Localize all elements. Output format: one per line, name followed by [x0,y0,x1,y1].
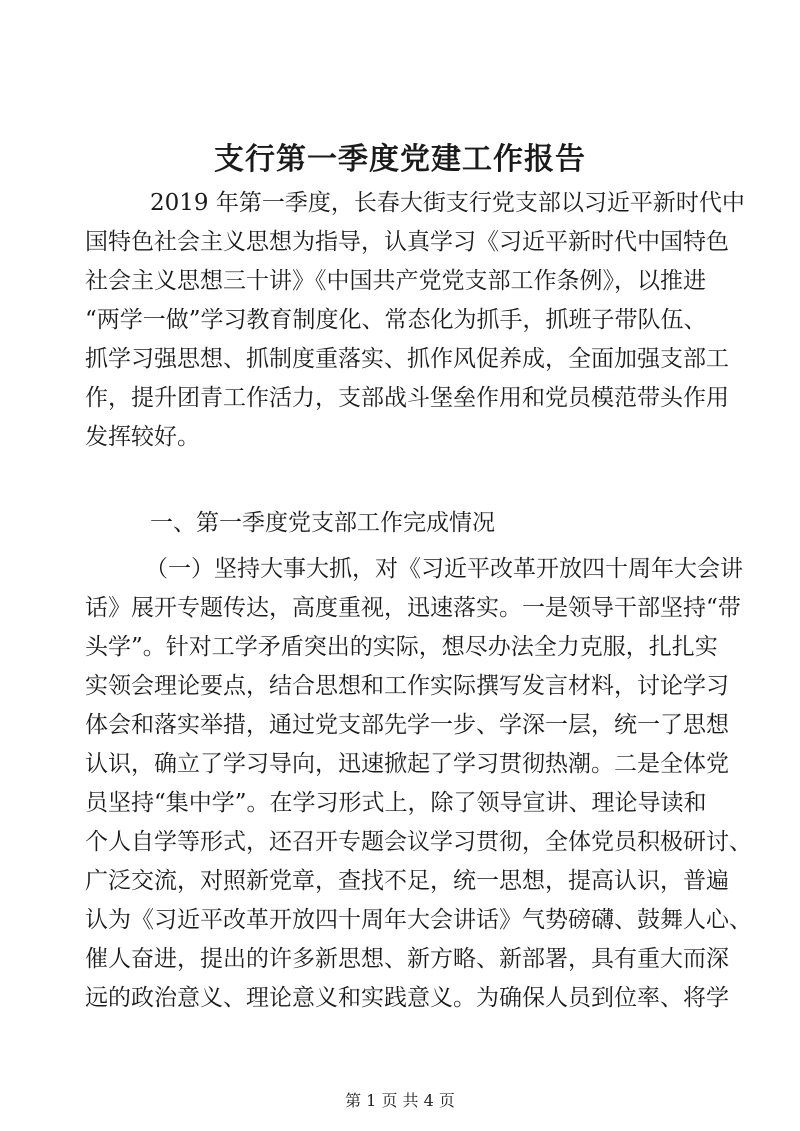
document-title: 支行第一季度党建工作报告 [214,142,586,177]
section-heading: 一、第一季度党支部工作完成情况 [150,510,495,536]
paragraph-line: 个人自学等形式，还召开专题会议学习贯彻，全体党员积极研讨、 [85,829,752,855]
paragraph-line: 作，提升团青工作活力，支部战斗堡垒作用和党员模范带头作用 [85,385,729,411]
paragraph-line: （一）坚持大事大抓，对《习近平改革开放四十周年大会讲 [145,556,743,582]
paragraph-line: 实领会理论要点，结合思想和工作实际撰写发言材料，讨论学习 [85,673,729,699]
paragraph-line: 认识，确立了学习导向，迅速掀起了学习贯彻热潮。二是全体党 [85,751,729,777]
paragraph-line: 远的政治意义、理论意义和实践意义。为确保人员到位率、将学 [85,985,729,1011]
paragraph-line: “两学一做”学习教育制度化、常态化为抓手，抓班子带队伍、 [85,307,707,333]
paragraph-line: 头学”。针对工学矛盾突出的实际，想尽办法全力克服，扎扎实 [85,634,718,660]
paragraph-line: 社会主义思想三十讲》《中国共产党党支部工作条例》，以推进 [85,268,706,294]
paragraph-line: 体会和落实举措，通过党支部先学一步、学深一层，统一了思想 [85,712,729,738]
paragraph-line: 发挥较好。 [85,424,200,450]
paragraph-line: 抓学习强思想、抓制度重落实、抓作风促养成，全面加强支部工 [85,346,729,372]
paragraph-line: 认为《习近平改革开放四十周年大会讲话》气势磅礴、鼓舞人心、 [85,907,752,933]
paragraph-line: 话》展开专题传达，高度重视，迅速落实。一是领导干部坚持“带 [85,595,741,621]
paragraph-line: 员坚持“集中学”。在学习形式上，除了领导宣讲、理论导读和 [85,790,707,816]
paragraph-line: 国特色社会主义思想为指导，认真学习《习近平新时代中国特色 [85,229,729,255]
paragraph-line: 2019 年第一季度，长春大街支行党支部以习近平新时代中 [150,190,745,216]
paragraph-line: 广泛交流，对照新党章，查找不足，统一思想，提高认识，普遍 [85,868,729,894]
page-footer: 第 1 页 共 4 页 [345,1091,455,1110]
paragraph-line: 催人奋进，提出的许多新思想、新方略、新部署，具有重大而深 [85,946,729,972]
